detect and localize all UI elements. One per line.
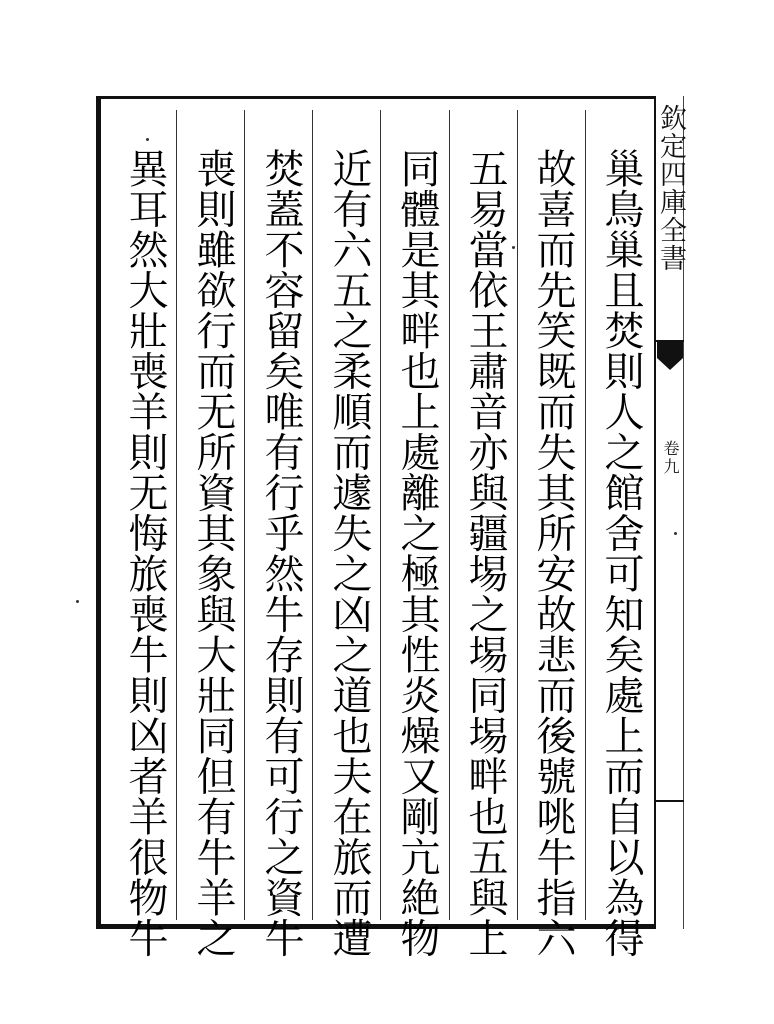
column-divider xyxy=(517,110,518,920)
scan-speck xyxy=(674,532,677,535)
scan-speck xyxy=(512,246,515,249)
column-divider xyxy=(244,110,245,920)
text-column: 焚蓋不容留矣唯有行乎然牛存則有可行之資牛 xyxy=(258,148,304,958)
text-column: 故喜而先笑既而失其所安故悲而後號咷牛指六 xyxy=(530,148,576,958)
text-column: 巢鳥巢且焚則人之館舍可知矣處上而自以為得 xyxy=(598,148,644,958)
column-divider xyxy=(585,110,586,920)
column-divider xyxy=(449,110,450,920)
column-divider xyxy=(312,110,313,920)
column-divider xyxy=(176,110,177,920)
scan-speck xyxy=(146,138,149,141)
book-title: 欽定四庫全書 xyxy=(655,104,686,272)
text-column: 同體是其畔也上處離之極其性炎燥又剛亢絶物 xyxy=(394,148,440,958)
column-divider xyxy=(380,110,381,920)
scan-speck xyxy=(76,600,79,603)
text-column: 近有六五之柔順而遽失之凶之道也夫在旅而遭 xyxy=(326,148,372,958)
text-column: 異耳然大壯喪羊則无悔旅喪牛則凶者羊很物牛 xyxy=(122,148,168,958)
text-column: 五易當依王肅音亦與疆埸之埸同埸畔也五與上 xyxy=(462,148,508,958)
margin-divider xyxy=(654,800,684,802)
volume-label: 卷九 xyxy=(661,440,680,476)
text-column: 喪則雖欲行而无所資其象與大壯同但有牛羊之 xyxy=(190,148,236,958)
